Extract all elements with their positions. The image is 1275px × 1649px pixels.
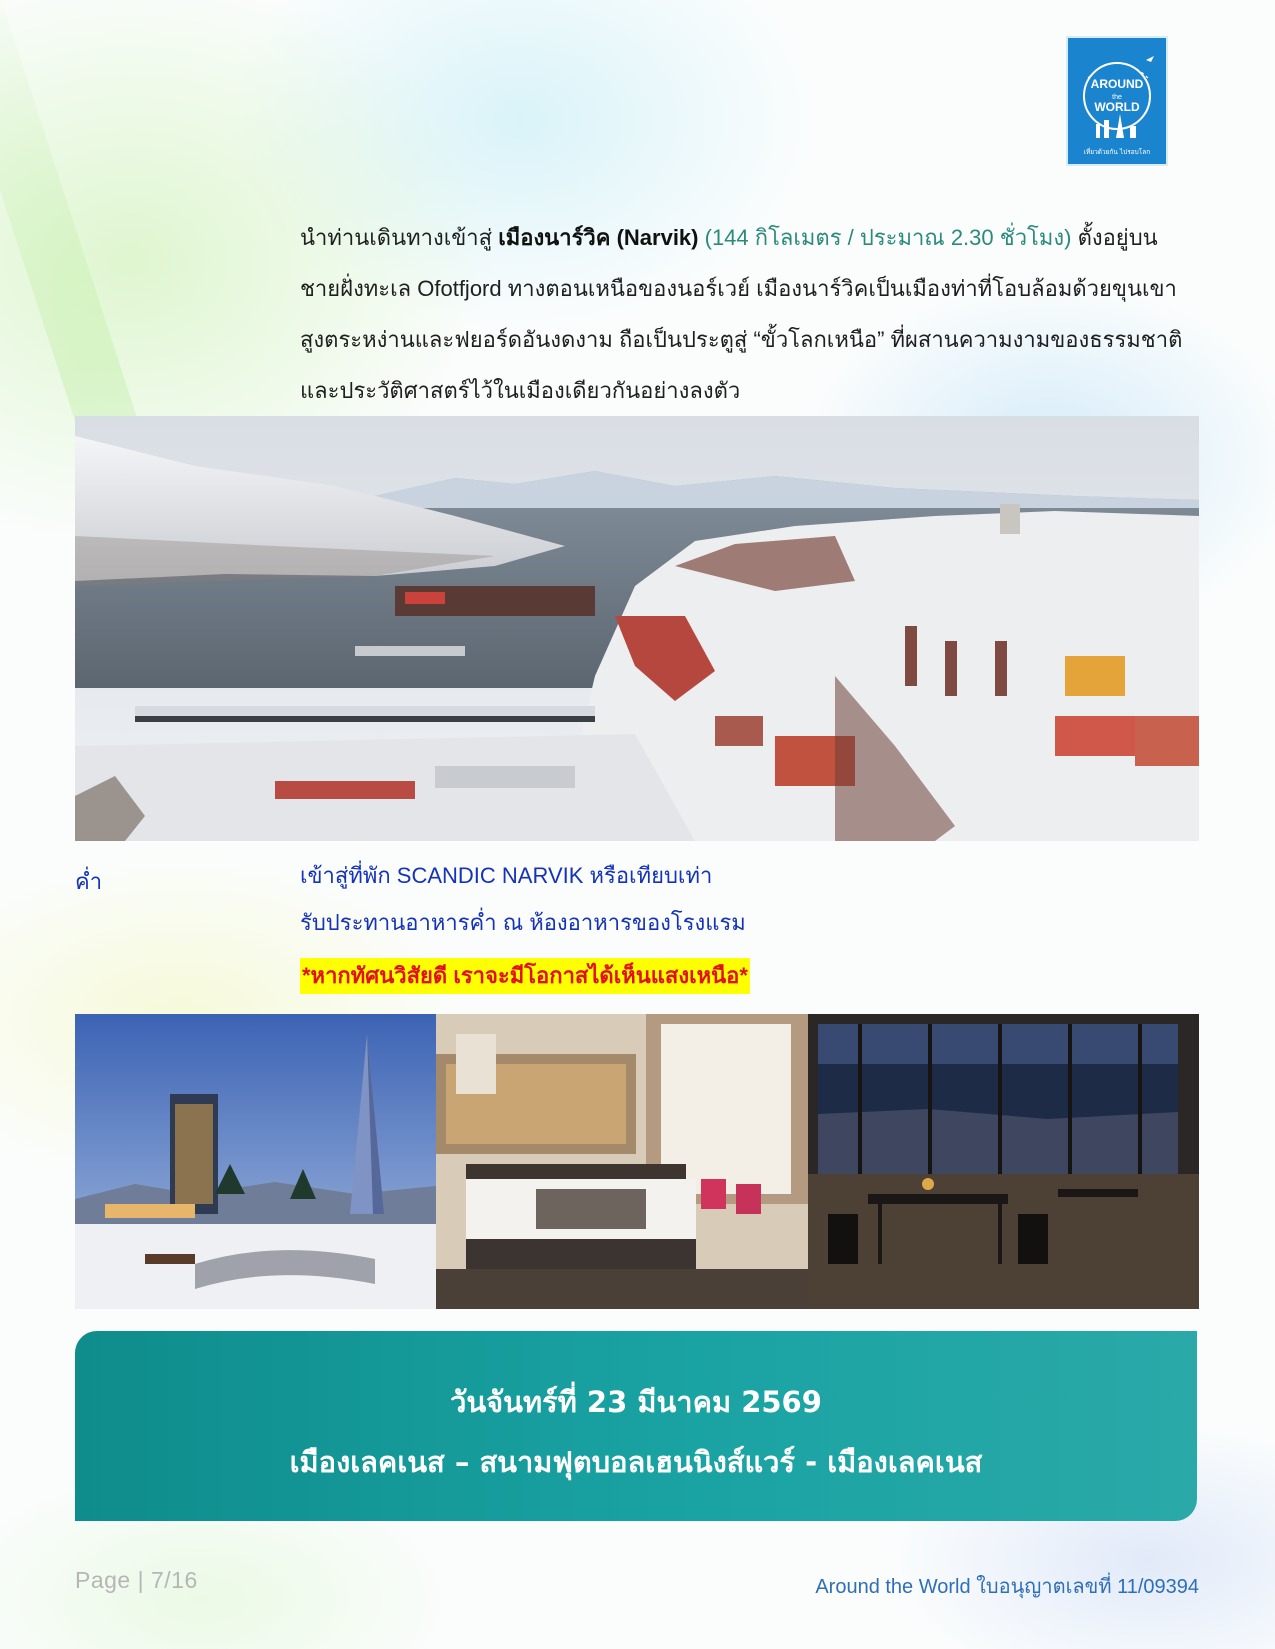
logo-text-the: the — [1112, 94, 1122, 101]
dinner-label: ค่ำ — [75, 869, 103, 894]
logo-text-around: AROUND — [1090, 77, 1144, 91]
hotel-line: เข้าสู่ที่พัก SCANDIC NARVIK หรือเทียบเท่า — [300, 863, 713, 888]
logo-tagline: เที่ยวด้วยกัน ไปรอบโลก — [1083, 148, 1151, 156]
intro-rest-line1: ตั้งอยู่บน — [1077, 225, 1158, 250]
intro-line-4: และประวัติศาสตร์ไว้ในเมืองเดียวกันอย่างลงตัว — [300, 378, 741, 403]
narvik-intro-paragraph — [300, 212, 1186, 416]
dinner-details — [300, 864, 750, 994]
intro-line-1 — [300, 212, 1186, 263]
aurora-note: *หากทัศนวิสัยดี เราจะมีโอกาสได้เห็นแสงเหนือ* — [300, 958, 750, 994]
hotel-exterior-photo — [75, 1014, 436, 1309]
dinner-meal-line: รับประทานอาหารค่ำ ณ ห้องอาหารของโรงแรม — [300, 910, 746, 935]
logo-text-world: WORLD — [1094, 100, 1140, 114]
banner-date: วันจันทร์ที่ 23 มีนาคม 2569 — [450, 1385, 822, 1419]
day-banner — [75, 1331, 1197, 1521]
license-footer: Around the World ใบอนุญาตเลขที่ 11/09394 — [815, 1576, 1199, 1598]
narvik-harbour-photo — [75, 416, 1199, 841]
hotel-room-photo — [436, 1014, 808, 1309]
intro-city-name: เมืองนาร์วิค (Narvik) — [498, 225, 699, 250]
intro-distance: (144 กิโลเมตร / ประมาณ 2.30 ชั่วโมง) — [704, 225, 1072, 250]
hotel-photo-row — [75, 1014, 1199, 1309]
around-the-world-logo — [1066, 36, 1168, 166]
hotel-restaurant-photo — [808, 1014, 1199, 1309]
intro-line-2: ชายฝั่งทะเล Ofotfjord ทางตอนเหนือของนอร์เวย์ เมืองนาร์วิคเป็นเมืองท่าที่โอบล้อมด้วยขุนเขา — [300, 276, 1177, 301]
banner-route: เมืองเลคเนส – สนามฟุตบอลเฮนนิงส์แวร์ - เมืองเลคเนส — [289, 1445, 983, 1479]
intro-line-3: สูงตระหง่านและฟยอร์ดอันงดงาม ถือเป็นประตูสู่ “ขั้วโลกเหนือ” ที่ผสานความงามของธรรมชาติ — [300, 327, 1183, 352]
intro-lead: นำท่านเดินทางเข้าสู่ — [300, 225, 493, 250]
page-number: Page | 7/16 — [75, 1567, 198, 1593]
